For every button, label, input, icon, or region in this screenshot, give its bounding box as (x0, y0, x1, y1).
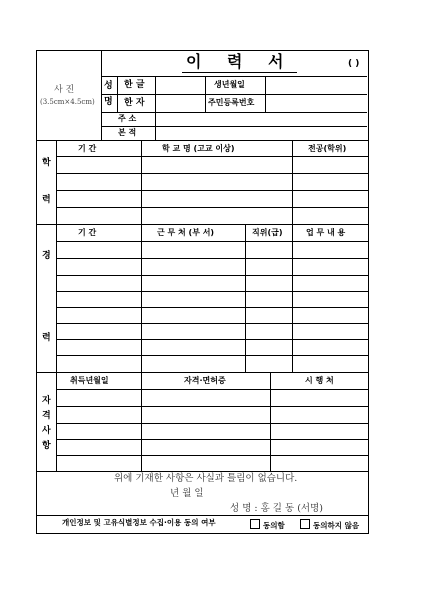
qual-col-issuer: 시 행 처 (305, 376, 334, 385)
qual-side-4: 항 (42, 441, 51, 451)
rrn-field[interactable] (266, 95, 366, 111)
qual-col-date: 취득년월일 (70, 376, 109, 385)
birth-label: 생년월일 (214, 80, 245, 89)
agree-checkbox[interactable] (250, 519, 260, 529)
disagree-label: 동의하지 않음 (313, 521, 360, 530)
consent-disagree[interactable] (300, 519, 359, 530)
career-side-2: 력 (42, 333, 51, 343)
education-side-1: 학 (42, 158, 51, 168)
career-col-position: 직위(급) (252, 228, 283, 237)
career-col-period: 기 간 (78, 228, 97, 237)
consent-agree[interactable] (250, 519, 285, 530)
career-col-workplace: 근 무 처 (부 서) (157, 228, 215, 237)
disagree-checkbox[interactable] (300, 519, 310, 529)
education-col-school: 학 교 명 (고교 이상) (162, 144, 235, 153)
origin-field[interactable] (156, 127, 366, 139)
photo-size: (3.5cm×4.5cm) (40, 98, 95, 106)
title-paren: ( ) (348, 59, 360, 69)
consent-text: 개인정보 및 고유식별정보 수집·이용 동의 여부 (62, 518, 216, 527)
career-col-duties: 업 무 내 용 (306, 228, 346, 237)
education-col-major: 전공(학위) (308, 144, 347, 153)
origin-label: 본 적 (118, 128, 137, 137)
signature-line: 성 명 : 홍 길 동 (서명) (230, 503, 323, 514)
name-hanja-field[interactable] (156, 95, 204, 111)
name-hangul-field[interactable] (156, 77, 204, 93)
photo-label: 사 진 (54, 85, 75, 95)
name-vertical-1: 성 (104, 81, 113, 91)
name-vertical-2: 명 (104, 97, 113, 107)
qual-side-2: 격 (42, 411, 51, 421)
date-line: 년 월 일 (170, 488, 204, 499)
hangul-label: 한 글 (124, 80, 145, 90)
career-side-1: 경 (42, 251, 51, 261)
hanja-label: 한 자 (124, 98, 145, 108)
title-underline (182, 72, 297, 73)
qual-side-3: 사 (42, 426, 51, 436)
qual-col-license: 자격·면허증 (184, 376, 226, 385)
rrn-label: 주민등록번호 (208, 98, 255, 107)
form-title: 이 력 서 (186, 52, 294, 71)
address-field[interactable] (156, 113, 366, 125)
statement-text: 위에 기재한 사항은 사실과 틀림이 없습니다. (114, 473, 298, 484)
education-col-period: 기 간 (78, 144, 97, 153)
qual-side-1: 자 (42, 396, 51, 406)
education-side-2: 력 (42, 195, 51, 205)
birth-field[interactable] (266, 77, 366, 93)
agree-label: 동의함 (263, 521, 285, 530)
address-label: 주 소 (118, 114, 137, 123)
